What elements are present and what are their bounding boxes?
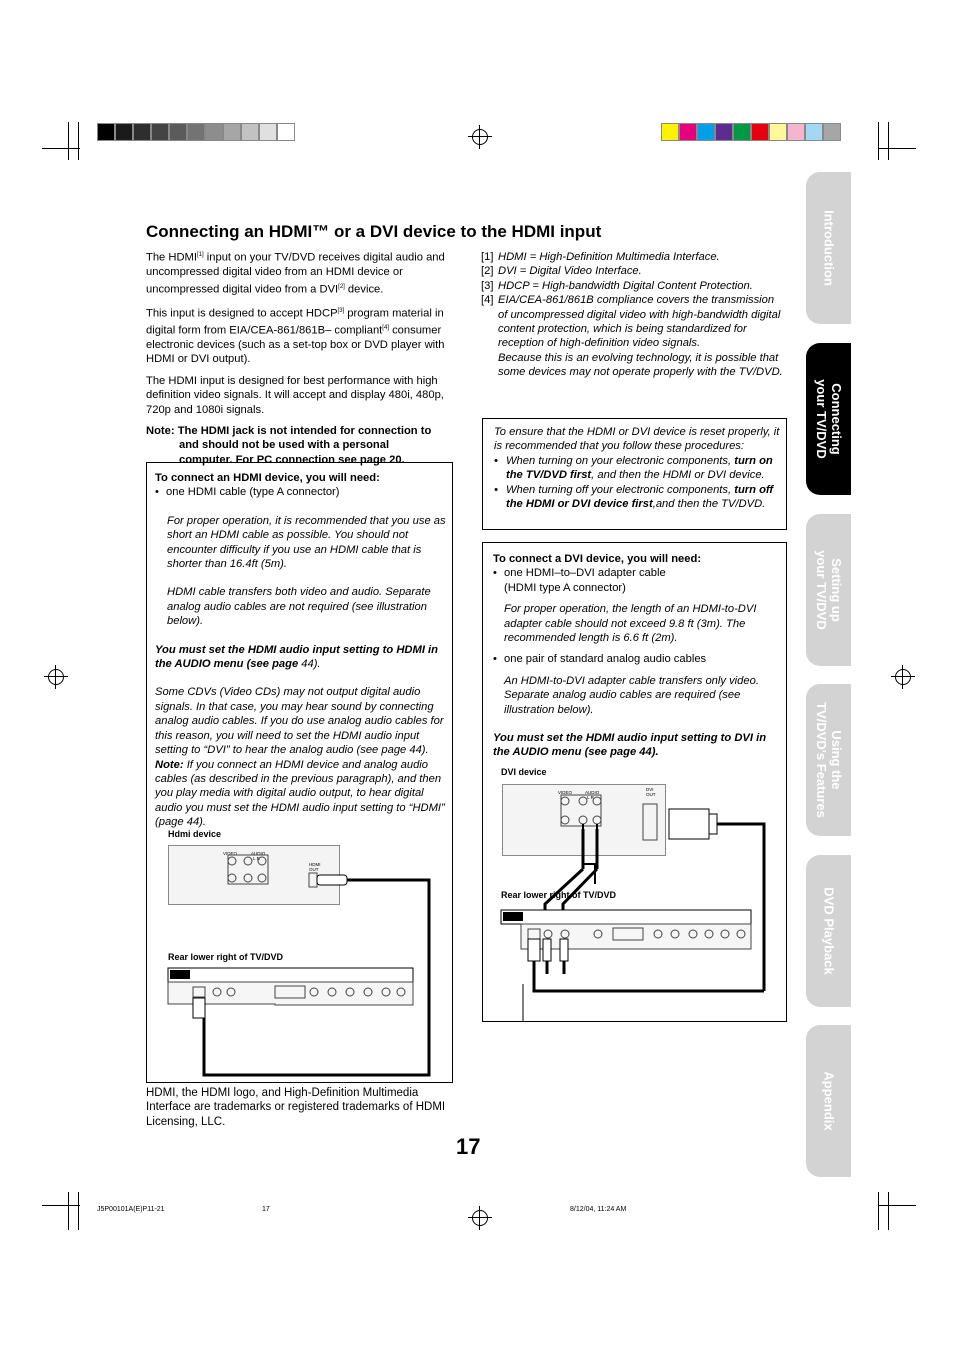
reset-procedure-box (482, 418, 787, 530)
intro-paragraph-3: The HDMI input is designed for best performance with high definition video signals. It will accept and display 480i, 480p, 720p and 1080i signals. (146, 374, 444, 416)
reset-intro: To ensure that the HDMI or DVI device is reset properly, it is recommended that you follow these procedures: (494, 426, 780, 453)
hdmi-device-label: Hdmi device (168, 829, 222, 839)
page-title: Connecting an HDMI™ or a DVI device to the HDMI input (146, 222, 602, 241)
hdmi-need-item: • one HDMI cable (type A connector) (155, 486, 340, 499)
hdmi-device-panel: VIDEO AUDIO L R HDMI OUT (168, 845, 340, 905)
tab-introduction[interactable]: Introduction (806, 172, 851, 324)
color-swatch (133, 123, 151, 141)
dvi-device-label: DVI device (501, 767, 547, 777)
reset-bullet-1: • When turning on your electronic components, turn on the TV/DVD first, and then the HDMI or DVI device. (494, 454, 773, 482)
grayscale-color-bar (97, 123, 295, 141)
color-swatch (733, 123, 751, 141)
footer-file-name: J5P00101A(E)P11-21 (97, 1206, 165, 1213)
hdmi-cdv-note: Some CDVs (Video CDs) may not output digital audio signals. In that case, you may hear sound by connecting analog audio cables. If you do use analog audio cables for this reason, you will need to set the HDMI audio input setting to “DVI” to hear the analog audio (see page 44). (155, 686, 444, 757)
dvi-device-panel: VIDEO AUDIO L R DVI OUT (502, 784, 666, 856)
registration-mark-right (895, 669, 911, 685)
hdmi-connection-box (146, 462, 453, 1083)
registration-mark-top (472, 129, 488, 145)
tab-using-features[interactable]: Using the TV/DVD's Features (806, 684, 851, 836)
color-swatch (205, 123, 223, 141)
hdmi-connection-diagram (147, 845, 452, 1081)
color-swatch (661, 123, 679, 141)
color-swatch (151, 123, 169, 141)
registration-mark-left (48, 669, 64, 685)
intro-text (146, 248, 456, 467)
intro-note: Note: The HDMI jack is not intended for connection to and should not be used with a personal computer. For PC connection see page 20. (146, 425, 432, 466)
footer-timestamp: 8/12/04, 11:24 AM (570, 1206, 627, 1213)
color-swatch (823, 123, 841, 141)
tab-connecting-your-tv-dvd[interactable]: Connecting your TV/DVD (806, 343, 851, 495)
footnote-4: [4] EIA/CEA-861/861B compliance covers the transmission of uncompressed digital video with high-bandwidth digital content protection, which is being standardized for reception of high-definition video signals. (481, 294, 781, 350)
dvi-need-item-2: • one pair of standard analog audio cables (493, 653, 707, 666)
registration-mark-bottom (472, 1210, 488, 1226)
reset-bullet-2: • When turning off your electronic components, turn off the HDMI or DVI device first,and then the TV/DVD. (494, 483, 774, 511)
footer-page-number: 17 (262, 1206, 270, 1213)
hdmi-digital-audio-note: Note: If you connect an HDMI device and analog audio cables (as described in the previous paragraph), and then you play media with digital audio output, to hear digital audio you must set the HDMI audio input setting to “HDMI” (page 44). (155, 758, 445, 829)
color-swatch (277, 123, 295, 141)
tab-dvd-playback[interactable]: DVD Playback (806, 855, 851, 1007)
color-swatch (115, 123, 133, 141)
hdmi-audio-setting-warning: You must set the HDMI audio input setting to HDMI in the AUDIO menu (see page 44). (155, 643, 438, 671)
dvi-connection-box (482, 542, 787, 1022)
footnote-2: [2] DVI = Digital Video Interface. (481, 265, 642, 278)
color-swatch (97, 123, 115, 141)
color-swatch (751, 123, 769, 141)
color-swatch (787, 123, 805, 141)
color-swatch (259, 123, 277, 141)
footnote-4-extra: Because this is an evolving technology, it is possible that some devices may not operate properly with the TV/DVD. (498, 351, 783, 379)
dvi-need-item-1: • one HDMI–to–DVI adapter cable (HDMI type A connector) (493, 567, 666, 594)
dvi-connection-diagram (483, 784, 786, 1021)
color-swatch (697, 123, 715, 141)
color-swatch (187, 123, 205, 141)
color-swatch (241, 123, 259, 141)
dvi-cable-length-note: For proper operation, the length of an HDMI-to-DVI adapter cable should not exceed 9.8 ft (3m). The recommended length is 6.6 ft (2m). (504, 603, 757, 645)
process-color-bar (661, 123, 841, 141)
tab-setting-up-your-tv-dvd[interactable]: Setting up your TV/DVD (806, 514, 851, 666)
hdmi-audio-note: HDMI cable transfers both video and audio. Separate analog audio cables are not required (see illustration below). (167, 586, 431, 628)
footnote-3: [3] HDCP = High-bandwidth Digital Content Protection. (481, 279, 753, 292)
color-swatch (805, 123, 823, 141)
hdmi-cable-length-note: For proper operation, it is recommended that you use as short an HDMI cable as possible. You should not encounter difficulty if you use an HDMI cable that is shorter than 16.4ft (5m). (167, 514, 446, 571)
color-swatch (679, 123, 697, 141)
hdmi-tv-label: Rear lower right of TV/DVD (168, 952, 284, 962)
page-number: 17 (456, 1134, 481, 1159)
dvi-box-heading: To connect a DVI device, you will need: (493, 553, 702, 565)
footnotes (481, 250, 784, 380)
color-swatch (223, 123, 241, 141)
hdmi-box-heading: To connect an HDMI device, you will need: (155, 472, 380, 484)
intro-paragraph-1: The HDMI[1] input on your TV/DVD receives digital audio and uncompressed digital video from an HDMI device or uncompressed digital video from a DVI[2] device. (146, 251, 445, 296)
color-swatch (715, 123, 733, 141)
color-swatch (169, 123, 187, 141)
dvi-tv-label: Rear lower right of TV/DVD (501, 890, 617, 900)
footnote-1: [1] HDMI = High-Definition Multimedia Interface. (481, 251, 720, 263)
intro-paragraph-2: This input is designed to accept HDCP[3] program material in digital form from EIA/CEA-861/861B– compliant[4] consumer electronic devices (such as a set-top box or DVD player with HDMI or DVI output). (146, 307, 445, 366)
dvi-audio-note: An HDMI-to-DVI adapter cable transfers only video. Separate analog audio cables are required (see illustration below). (504, 674, 759, 716)
color-swatch (769, 123, 787, 141)
tab-appendix[interactable]: Appendix (806, 1025, 851, 1177)
trademark-notice: HDMI, the HDMI logo, and High-Definition Multimedia Interface are trademarks or registered trademarks of HDMI Licensing, LLC. (146, 1087, 446, 1128)
dvi-audio-setting-warning: You must set the HDMI audio input setting to DVI in the AUDIO menu (see page 44). (493, 732, 767, 759)
